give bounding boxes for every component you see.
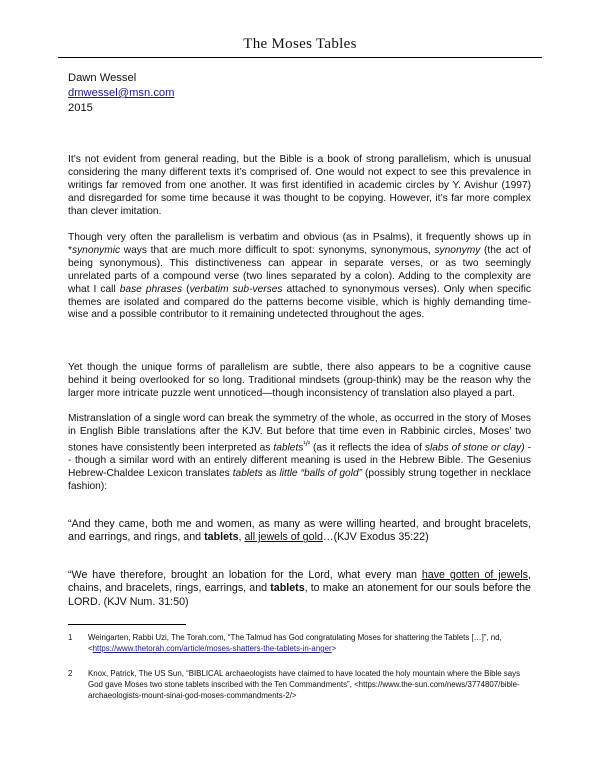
- text-span: (: [182, 283, 190, 295]
- author-year: 2015: [68, 102, 93, 114]
- author-name: Dawn Wessel: [68, 72, 137, 84]
- bold-term: tablets: [270, 582, 305, 595]
- footnote-1: [68, 632, 531, 654]
- emphasis: little “balls of gold”: [279, 468, 363, 480]
- footnote-text: >: [331, 644, 337, 653]
- emphasis: synonymy: [434, 244, 481, 256]
- page-header-title: The Moses Tables: [243, 36, 357, 52]
- header-rule: [58, 57, 542, 58]
- text-span: Mistranslation of a single word can break the symmetry of the whole, as occurred in the story of Moses in English Bible translations after the KJV. But before that time even in Rabbinic circles, Moses’ two stones have consistently been interpreted as: [68, 413, 531, 454]
- text-span: attached to synonymous verses). Only when specific themes are isolated and compared do the patterns become visible, which is highly demanding time-wise and a possible contributor to it remaining undetected throughout the ages.: [68, 283, 531, 321]
- underlined-phrase: all jewels of gold: [244, 531, 323, 544]
- text-span: (the act of being synonymous). This distinctiveness can appear in separate verses, or as two seemingly unrelated parts of a compound verse (two lines separated by a colon). Adding to the complexity are what I call: [68, 244, 531, 295]
- bold-term: tablets: [204, 531, 239, 544]
- emphasis: tablets: [273, 442, 304, 454]
- text-span: -- though a similar word with an entirely different meaning is used in the Hebrew Bible. The Gesenius Hebrew-Chaldee Lexicon translates: [68, 442, 531, 480]
- footnote-link[interactable]: https://www.thetorah.com/article/moses-shatters-the-tablets-in-anger: [92, 644, 332, 653]
- text-span: , chains, and bracelets, rings, earrings, and: [68, 569, 531, 595]
- text-span: “And they came, both me and women, as many as were willing hearted, and brought bracelets, and earrings, and rings, and: [68, 518, 531, 544]
- author-email-link[interactable]: dmwessel@msn.com: [68, 87, 175, 99]
- author-block: [68, 71, 174, 116]
- footnote-separator: [68, 624, 186, 625]
- quote-numbers: [68, 569, 531, 609]
- emphasis: slabs of stone or clay): [424, 442, 525, 454]
- footnote-text: Weingarten, Rabbi Uzi, The Torah.com, “The Talmud has God congratulating Moses for shattering the Tablets […]”, nd, <: [88, 633, 502, 653]
- footnote-reference[interactable]: ¹/²: [303, 440, 310, 448]
- paragraph-cognitive: Yet though the unique forms of parallelism are subtle, there also appears to be a cognitive cause behind it being overlooked for so long. Traditional mindsets (group-think) may be the reason why the larger more intricate puzzle went unnoticed—though inconsistency of translation also played a part.: [68, 362, 531, 399]
- emphasis: synonymic: [71, 244, 121, 256]
- footnote-text: Knox, Patrick, The US Sun, “BIBLICAL archaeologists have claimed to have located the holy mountain where the Bible says God gave Moses two stone tablets inscribed with the Ten Commandments”, <https://www.the-sun.com/news/3774807/bible-archaeologists-mount-sinai-god-moses-commandments-2/>: [88, 669, 521, 700]
- footnote-2: [68, 668, 531, 701]
- quote-exodus: [68, 518, 531, 545]
- text-span: ,: [238, 531, 245, 544]
- emphasis: tablets: [232, 468, 263, 480]
- text-span: (as it reflects the idea of: [310, 442, 425, 454]
- text-span: as: [262, 468, 280, 480]
- text-span: Though very often the parallelism is verbatim and obvious (as in Psalms), it frequently shows up in *: [68, 232, 531, 256]
- paragraph-mistranslation: [68, 413, 531, 494]
- paragraph-synonymic: [68, 232, 531, 322]
- text-span: ways that are much more difficult to spot: synonyms, synonymous,: [120, 244, 435, 256]
- footnote-number: 1: [68, 633, 73, 642]
- emphasis: base phrases: [119, 283, 183, 295]
- text-span: (possibly strung together in necklace fashion):: [68, 468, 532, 492]
- text-span: …(KJV Exodus 35:22): [322, 531, 429, 544]
- text-span: , to make an atonement for our souls before the LORD. (KJV Num. 31:50): [68, 582, 531, 608]
- text-span: “We have therefore, brought an lobation for the Lord, what every man: [68, 569, 422, 581]
- paragraph-intro: It’s not evident from general reading, but the Bible is a book of strong parallelism, which is unusual considering the many different texts it’s comprised of. One would not expect to see this prevalence in writings far removed from one another. It was first identified in academic circles by Y. Avishur (1997) and disregarded for some time because it was thought to be copying. However, it’s far more complex than clever imitation.: [68, 154, 531, 217]
- footnote-number: 2: [68, 669, 73, 678]
- underlined-phrase: have gotten of jewels: [421, 569, 528, 581]
- emphasis: verbatim sub-verses: [189, 283, 283, 295]
